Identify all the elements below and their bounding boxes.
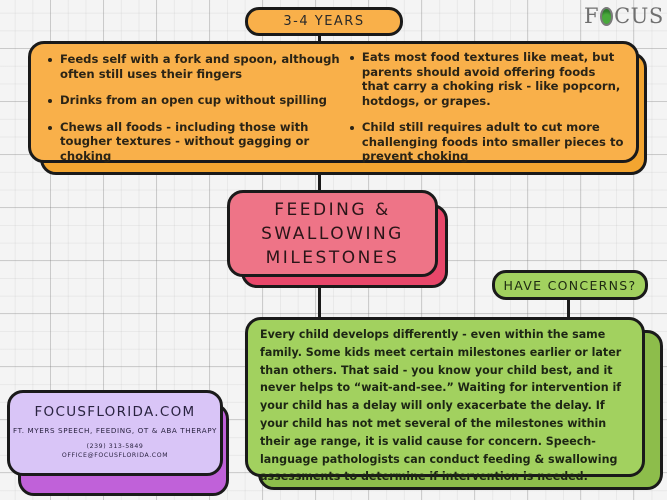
connector-line xyxy=(318,175,321,191)
age-range-label: 3-4 YEARS xyxy=(283,14,365,29)
phone-number[interactable]: (239) 313-5849 xyxy=(86,443,144,450)
concerns-pill xyxy=(492,270,648,300)
focus-logo xyxy=(584,4,664,28)
website-link[interactable]: FOCUSFLORIDA.COM xyxy=(34,404,196,420)
logo-text-end: CUS xyxy=(614,4,664,28)
milestones-box xyxy=(28,41,639,163)
milestones-right-column xyxy=(347,50,624,163)
concerns-label: HAVE CONCERNS? xyxy=(503,277,637,293)
title-line: MILESTONES xyxy=(265,247,400,268)
title-box xyxy=(227,190,438,277)
age-range-pill xyxy=(245,7,403,36)
milestone-item: Drinks from an open cup without spilling xyxy=(45,93,347,108)
contact-box xyxy=(7,390,223,476)
connector-line xyxy=(318,288,321,318)
bullet-icon xyxy=(350,56,354,60)
concerns-box xyxy=(245,317,645,484)
milestones-left-column xyxy=(45,52,347,163)
connector-line xyxy=(567,300,570,318)
milestone-item: Child still requires adult to cut more challenging foods into smaller pieces to prevent choking xyxy=(347,120,624,164)
bullet-icon xyxy=(48,126,52,130)
concerns-body: Every child develops differently - even within the same family. Some kids meet certain milestones earlier or later than others. That said - you know your child best, and it never helps to “wait-and-see.” Waiting for intervention if your child has a delay will only exacerbate the delay. If your child has not met several of the milestones within their age range, it is valid cause for concern. Speech-language pathologists can conduct feeding & swallowing assessments to determine if intervention is needed. xyxy=(260,328,622,484)
email-address[interactable]: OFFICE@FOCUSFLORIDA.COM xyxy=(61,452,169,459)
leaf-icon xyxy=(600,7,613,26)
bullet-icon xyxy=(48,99,52,103)
milestone-item: Chews all foods - including those with tougher textures - without gagging or choking xyxy=(45,120,347,164)
bullet-icon xyxy=(48,58,52,62)
tagline: FT. MYERS SPEECH, FEEDING, OT & ABA THERAPY xyxy=(12,426,218,435)
bullet-icon xyxy=(350,126,354,130)
title-line: FEEDING & xyxy=(274,199,391,220)
milestone-item: Eats most food textures like meat, but parents should avoid offering foods that carry a choking risk - like popcorn, hotdogs, or grapes. xyxy=(347,50,624,108)
logo-text-start: F xyxy=(584,4,600,28)
title-line: SWALLOWING xyxy=(261,223,404,244)
milestone-item: Feeds self with a fork and spoon, although often still uses their fingers xyxy=(45,52,347,81)
